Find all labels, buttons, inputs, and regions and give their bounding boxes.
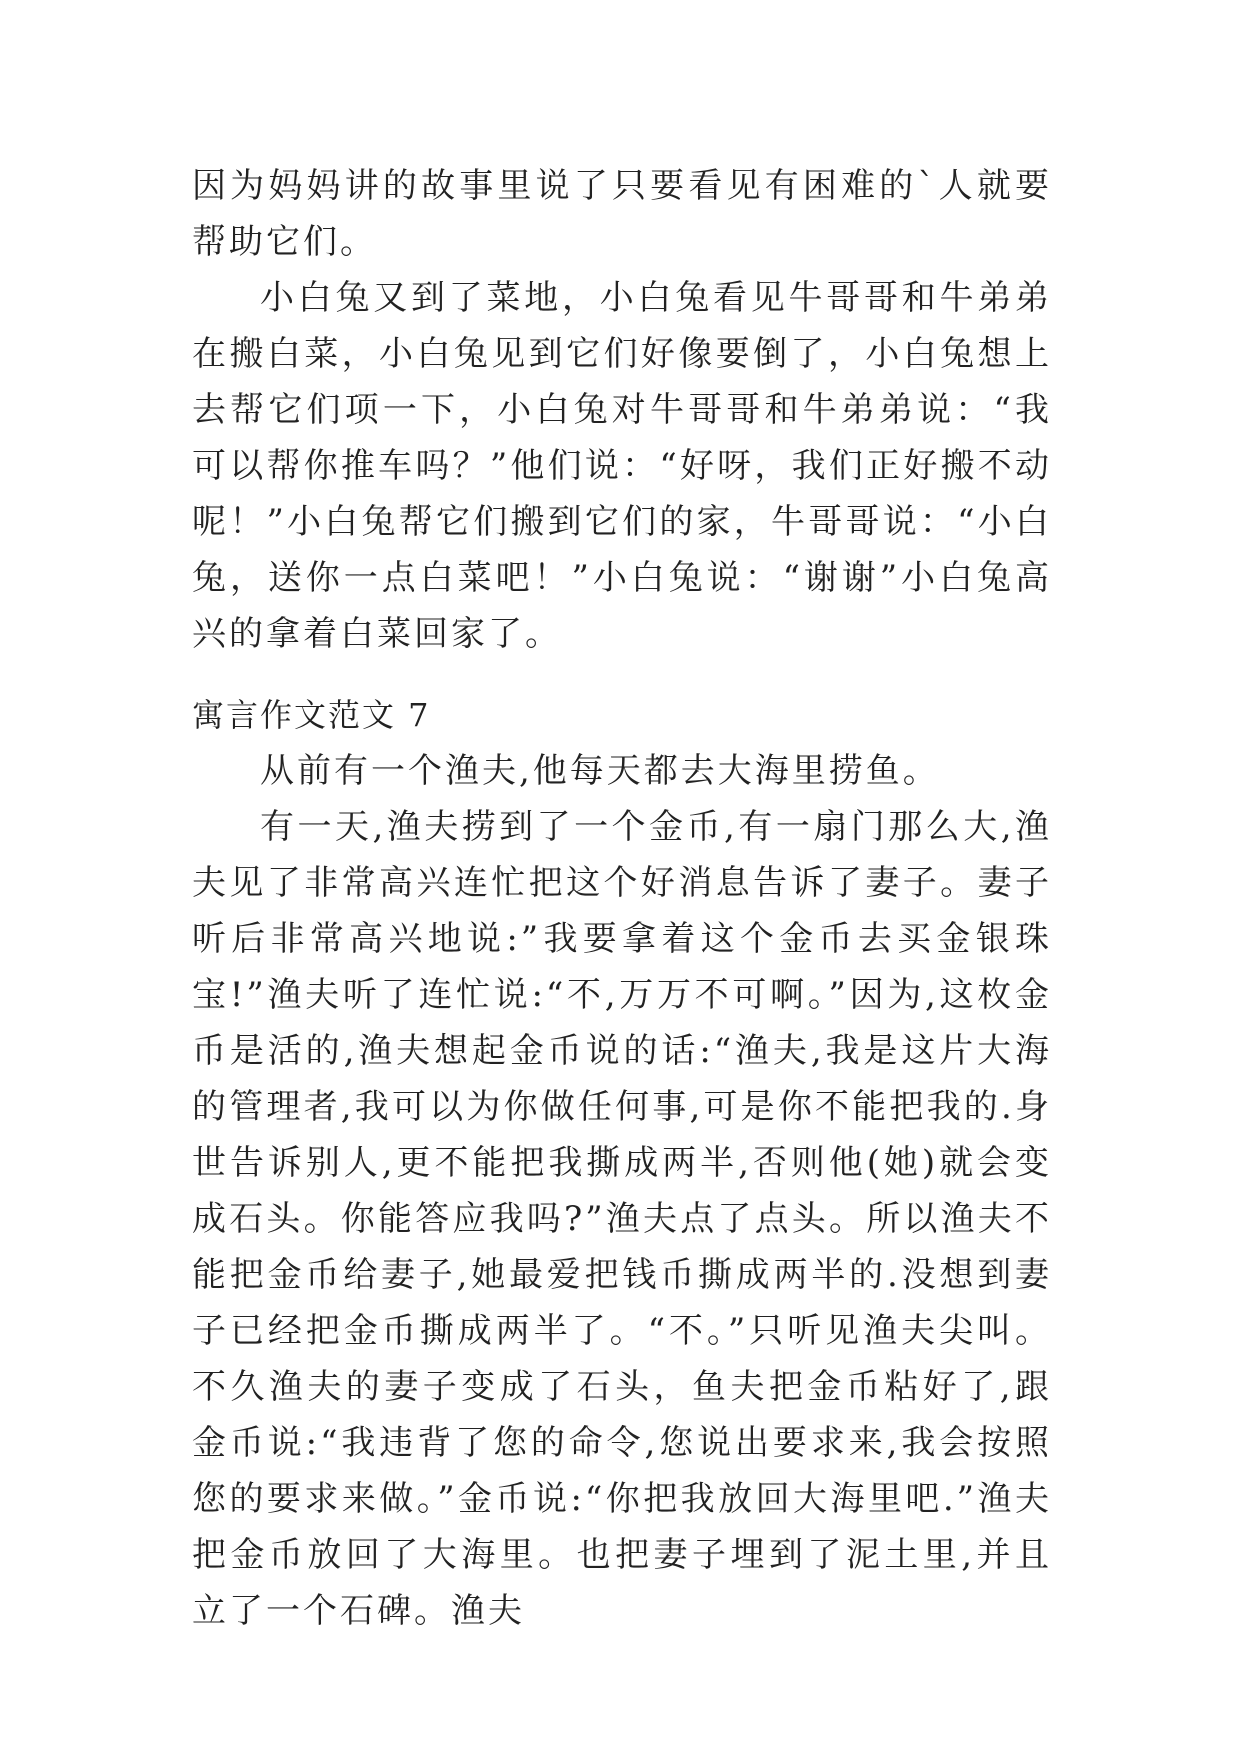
section-heading: 寓言作文范文 7 [192, 696, 431, 734]
paragraph-continuation: 因为妈妈讲的故事里说了只要看见有困难的`人就要帮助它们。 [192, 166, 1052, 262]
paragraph-fisherman-intro: 从前有一个渔夫,他每天都去大海里捞鱼。 [260, 751, 940, 791]
paragraph-fisherman-story: 有一天,渔夫捞到了一个金币,有一扇门那么大,渔夫见了非常高兴连忙把这个好消息告诉了妻子。妻子听后非常高兴地说:”我要拿着这个金币去买金银珠宝!”渔夫听了连忙说:“不,万万不可啊。”因为,这枚金币是活的,渔夫想起金币说的话:“渔夫,我是这片大海的管理者,我可以为你做任何事,可是你不能把我的.身世告诉别人,更不能把我撕成两半,否则他(她)就会变成石头。你能答应我吗?”渔夫点了点头。所以渔夫不能把金币给妻子,她最爱把钱币撕成两半的.没想到妻子已经把金币撕成两半了。“不。”只听见渔夫尖叫。不久渔夫的妻子变成了石头，鱼夫把金币粘好了,跟金币说:“我违背了您的命令,您说出要求来,我会按照您的要求来做。”金币说:“你把我放回大海里吧.”渔夫把金币放回了大海里。也把妻子埋到了泥土里,并且立了一个石碑。渔夫 [192, 807, 1052, 1631]
paragraph-rabbit-story: 小白兔又到了菜地，小白兔看见牛哥哥和牛弟弟在搬白菜，小白兔见到它们好像要倒了，小白兔想上去帮它们项一下，小白兔对牛哥哥和牛弟弟说：“我可以帮你推车吗？”他们说：“好呀，我们正好搬不动呢！”小白兔帮它们搬到它们的家，牛哥哥说：“小白兔，送你一点白菜吧！”小白兔说：“谢谢”小白兔高兴的拿着白菜回家了。 [192, 278, 1052, 654]
section-one [192, 158, 1052, 662]
section-two [192, 743, 1052, 1639]
